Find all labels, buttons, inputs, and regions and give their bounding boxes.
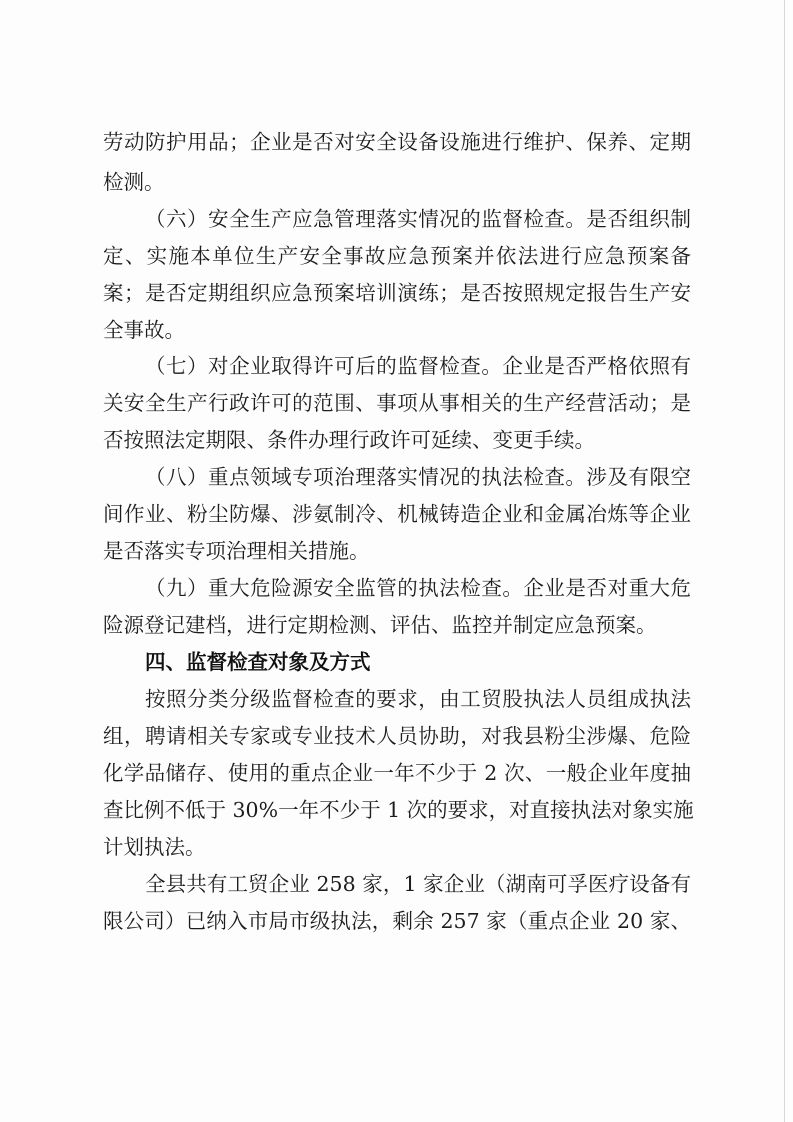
- text-line: 定、实施本单位生产安全事故应急预案并依法进行应急预案备: [103, 244, 691, 268]
- text-line: 劳动防护用品；企业是否对安全设备设施进行维护、保养、定期: [103, 130, 691, 154]
- text-line: （八）重点领域专项治理落实情况的执法检查。涉及有限空: [145, 465, 691, 489]
- text-line: 查比例不低于 30%一年不少于 1 次的要求，对直接执法对象实施: [103, 798, 694, 822]
- text-line: 案；是否定期组织应急预案培训演练；是否按照规定报告生产安: [103, 281, 691, 305]
- text-line: 关安全生产行政许可的范围、事项从事相关的生产经营活动；是: [103, 391, 691, 415]
- text-line: 是否落实专项治理相关措施。: [103, 539, 370, 563]
- text-line: （九）重大危险源安全监管的执法检查。企业是否对重大危: [145, 576, 691, 600]
- text-line: （六）安全生产应急管理落实情况的监督检查。是否组织制: [145, 207, 691, 231]
- text-line: 检测。: [103, 170, 165, 194]
- text-line: 化学品储存、使用的重点企业一年不少于 2 次、一般企业年度抽: [103, 761, 691, 785]
- text-line: 否按照法定期限、条件办理行政许可延续、变更手续。: [103, 428, 595, 452]
- text-line: 全县共有工贸企业 258 家，1 家企业（湖南可孚医疗设备有: [145, 872, 691, 896]
- text-line: 全事故。: [103, 318, 185, 342]
- text-line: （七）对企业取得许可后的监督检查。企业是否严格依照有: [145, 354, 691, 378]
- text-line: 间作业、粉尘防爆、涉氨制冷、机械铸造企业和金属冶炼等企业: [103, 502, 691, 526]
- text-line: 组，聘请相关专家或专业技术人员协助，对我县粉尘涉爆、危险: [103, 724, 691, 748]
- section-heading: 四、监督检查对象及方式: [145, 650, 371, 674]
- page-edge-line: [784, 0, 785, 1122]
- text-line: 险源登记建档，进行定期检测、评估、监控并制定应急预案。: [103, 613, 657, 637]
- text-line: 按照分类分级监督检查的要求，由工贸股执法人员组成执法: [145, 687, 691, 711]
- text-line: 计划执法。: [103, 835, 206, 859]
- text-line: 限公司）已纳入市局市级执法，剩余 257 家（重点企业 20 家、: [103, 909, 691, 933]
